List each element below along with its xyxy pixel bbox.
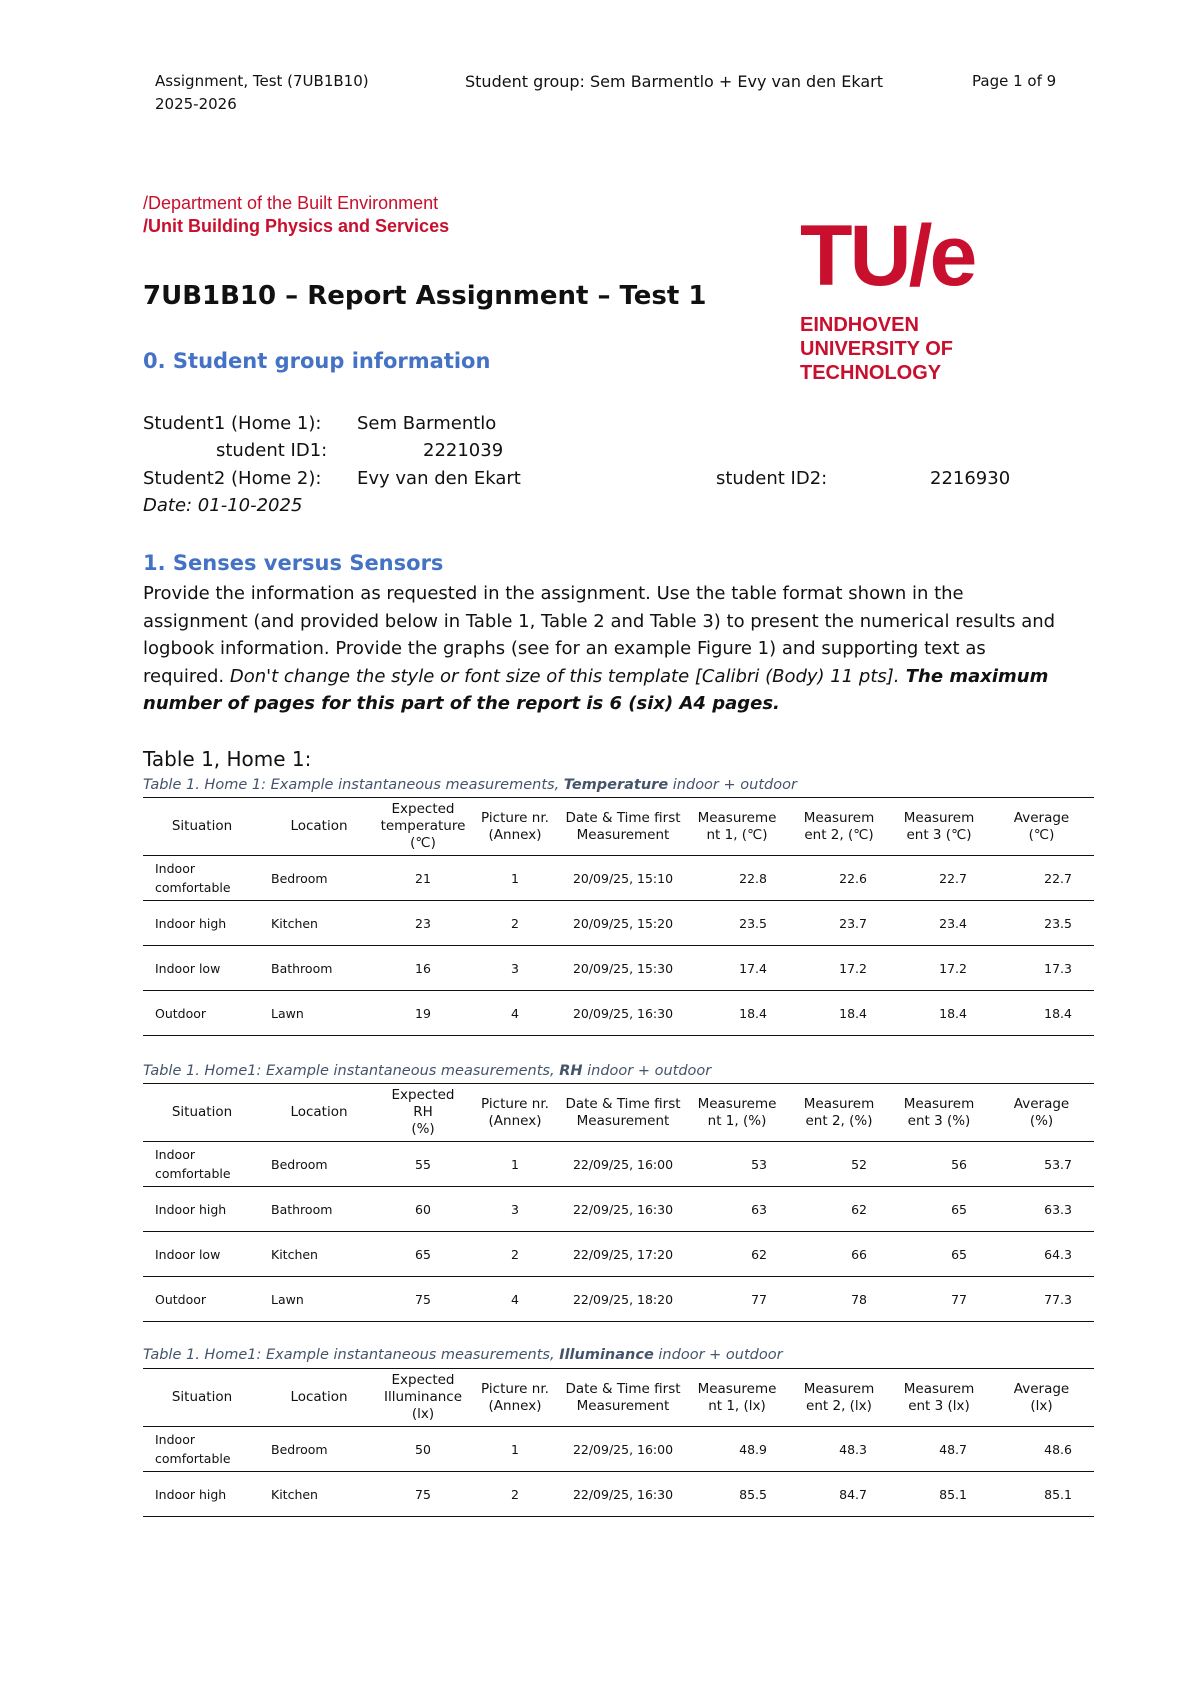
table-row [143,1427,1094,1472]
table-cell: 1 [469,856,561,901]
table-cell: 17.2 [789,946,889,991]
table-cell: 4 [469,991,561,1036]
table-cell: 22/09/25, 18:20 [561,1277,685,1322]
section1-heading: 1. Senses versus Sensors [143,551,444,575]
tue-logo-line3: TECHNOLOGY [800,362,942,384]
table-cell: 20/09/25, 16:30 [561,991,685,1036]
table-cell: 48.7 [889,1427,989,1472]
paragraph-bold: The maximum [899,665,1049,687]
student1-label: Student1 (Home 1): [143,413,322,434]
paragraph-line: assignment (and provided below in Table 1, Table 2 and Table 3) to present the numerical results and [143,610,1056,632]
caption-text: indoor + outdoor [582,1063,712,1079]
table-cell: Bedroom [261,1427,377,1472]
table-rh-caption [143,1063,711,1079]
table-row [143,1472,1094,1517]
student2-name: Evy van den Ekart [357,468,521,489]
table-cell: 65 [889,1232,989,1277]
table-cell: Indoor high [143,1187,261,1232]
column-header: Location [261,1084,377,1142]
table-cell: Bedroom [261,1142,377,1187]
table-row [143,856,1094,901]
caption-text: indoor + outdoor [653,1347,783,1363]
column-header: Measureme nt 1, (℃) [685,798,789,856]
table-row [143,1142,1094,1187]
table-cell: Indoor comfortable [143,856,261,901]
table-cell: 22.8 [685,856,789,901]
column-header: Expected RH (%) [377,1084,469,1142]
header-page-number: Page 1 of 9 [972,72,1057,90]
column-header: Situation [143,1084,261,1142]
caption-bold: Illuminance [559,1347,654,1363]
paragraph-line: Provide the information as requested in the assignment. Use the table format shown in the [143,583,964,604]
tue-logo-mark: TU/e [800,208,975,304]
table-rh [143,1083,1094,1322]
table-cell: 18.4 [889,991,989,1036]
column-header: Date & Time first Measurement [561,1084,685,1142]
caption-text: Table 1. Home1: Example instantaneous measurements, [143,1063,560,1079]
table-cell: 66 [789,1232,889,1277]
column-header: Measurem ent 2, (%) [789,1084,889,1142]
table-cell: Indoor high [143,901,261,946]
column-header: Measurem ent 3 (lx) [889,1369,989,1427]
column-header: Average (℃) [989,798,1094,856]
table-row [143,1277,1094,1322]
table-cell: 23.7 [789,901,889,946]
table-group-title: Table 1, Home 1: [143,747,312,771]
table-cell: 77 [889,1277,989,1322]
table-temperature [143,797,1094,1036]
table-cell: 48.9 [685,1427,789,1472]
table-cell: 22/09/25, 16:30 [561,1187,685,1232]
table-cell: 64.3 [989,1232,1094,1277]
column-header: Date & Time first Measurement [561,1369,685,1427]
table-cell: 22.7 [889,856,989,901]
table-cell: 18.4 [989,991,1094,1036]
table-cell: 18.4 [789,991,889,1036]
department-name: /Department of the Built Environment [143,193,439,213]
table-cell: 20/09/25, 15:10 [561,856,685,901]
table-cell: 4 [469,1277,561,1322]
table-cell: 63.3 [989,1187,1094,1232]
table-cell: Bedroom [261,856,377,901]
table-cell: Indoor high [143,1472,261,1517]
report-date: Date: 01-10-2025 [143,495,303,516]
table-cell: 50 [377,1427,469,1472]
table-cell: 63 [685,1187,789,1232]
table-illuminance-caption [143,1347,783,1363]
table-cell: 1 [469,1427,561,1472]
column-header: Location [261,798,377,856]
table-cell: 22/09/25, 16:00 [561,1427,685,1472]
table-cell: 22.7 [989,856,1094,901]
student-id1-value: 2221039 [423,440,504,461]
table-cell: Kitchen [261,1232,377,1277]
student2-label: Student2 (Home 2): [143,468,322,489]
table-cell: Bathroom [261,946,377,991]
table-cell: 18.4 [685,991,789,1036]
unit-name: /Unit Building Physics and Services [143,216,450,236]
column-header: Measurem ent 2, (lx) [789,1369,889,1427]
table-cell: 62 [685,1232,789,1277]
table-cell: 21 [377,856,469,901]
column-header: Location [261,1369,377,1427]
student-id2-label: student ID2: [716,468,828,489]
paragraph-line: logbook information. Provide the graphs (see for an example Figure 1) and supporting text as [143,638,986,659]
table-row [143,901,1094,946]
column-header: Average (%) [989,1084,1094,1142]
table-cell: Indoor comfortable [143,1142,261,1187]
table-cell: 2 [469,1232,561,1277]
table-cell: 55 [377,1142,469,1187]
table-cell: 48.3 [789,1427,889,1472]
table-cell: 85.1 [989,1472,1094,1517]
table-header-row [143,1084,1094,1142]
table-cell: Kitchen [261,901,377,946]
table-cell: 75 [377,1472,469,1517]
column-header: Measurem ent 2, (℃) [789,798,889,856]
table-cell: 62 [789,1187,889,1232]
column-header: Date & Time first Measurement [561,798,685,856]
table-cell: 23.5 [685,901,789,946]
table-cell: 20/09/25, 15:30 [561,946,685,991]
table-cell: 3 [469,946,561,991]
table-cell: 65 [889,1187,989,1232]
caption-bold: RH [559,1063,583,1079]
table-cell: Lawn [261,1277,377,1322]
tue-logo-line1: EINDHOVEN [800,314,919,336]
paragraph-italic: Don't change the style or font size of this template [Calibri (Body) 11 pts]. [229,665,900,687]
table-cell: 53.7 [989,1142,1094,1187]
paragraph-line: number of pages for this part of the report is 6 (six) A4 pages. [143,693,780,714]
column-header: Situation [143,1369,261,1427]
table-cell: 17.4 [685,946,789,991]
table-cell: 77.3 [989,1277,1094,1322]
table-cell: Lawn [261,991,377,1036]
column-header: Average (lx) [989,1369,1094,1427]
tue-logo [800,208,1030,385]
table-cell: 60 [377,1187,469,1232]
column-header: Picture nr. (Annex) [469,798,561,856]
student1-name: Sem Barmentlo [357,413,497,434]
tue-logo-line2: UNIVERSITY OF [800,338,953,360]
table-cell: 16 [377,946,469,991]
table-cell: 84.7 [789,1472,889,1517]
student-id2-value: 2216930 [930,468,1011,489]
column-header: Expected Illuminance (lx) [377,1369,469,1427]
table-cell: Indoor comfortable [143,1427,261,1472]
table-cell: Outdoor [143,991,261,1036]
table-cell: Outdoor [143,1277,261,1322]
table-cell: 56 [889,1142,989,1187]
table-row [143,946,1094,991]
table-cell: 2 [469,901,561,946]
table-cell: 85.5 [685,1472,789,1517]
table-cell: Indoor low [143,1232,261,1277]
paragraph-line [143,663,1093,691]
table-cell: Bathroom [261,1187,377,1232]
table-cell: 19 [377,991,469,1036]
caption-bold: Temperature [563,777,669,793]
table-cell: 17.3 [989,946,1094,991]
table-cell: 22.6 [789,856,889,901]
table-cell: 20/09/25, 15:20 [561,901,685,946]
page-title: 7UB1B10 – Report Assignment – Test 1 [143,281,707,311]
header-course: Assignment, Test (7UB1B10) [155,72,369,90]
table-row [143,991,1094,1036]
column-header: Picture nr. (Annex) [469,1084,561,1142]
table-cell: 52 [789,1142,889,1187]
table-cell: 22/09/25, 16:30 [561,1472,685,1517]
table-cell: 23.5 [989,901,1094,946]
table-cell: 85.1 [889,1472,989,1517]
caption-text: indoor + outdoor [668,777,797,793]
table-cell: 78 [789,1277,889,1322]
table-cell: Kitchen [261,1472,377,1517]
student-id1-label: student ID1: [216,440,328,461]
table-illuminance [143,1368,1094,1517]
table-cell: 3 [469,1187,561,1232]
section1-paragraph [143,580,1093,718]
column-header: Measureme nt 1, (%) [685,1084,789,1142]
header-student-group: Student group: Sem Barmentlo + Evy van den Ekart [465,72,884,91]
column-header: Expected temperature (℃) [377,798,469,856]
table-cell: 22/09/25, 16:00 [561,1142,685,1187]
table-cell: 23 [377,901,469,946]
column-header: Situation [143,798,261,856]
table-cell: 22/09/25, 17:20 [561,1232,685,1277]
table-cell: 1 [469,1142,561,1187]
table-cell: 48.6 [989,1427,1094,1472]
column-header: Measurem ent 3 (℃) [889,798,989,856]
table-row [143,1232,1094,1277]
table-cell: 53 [685,1142,789,1187]
table-cell: Indoor low [143,946,261,991]
table-temperature-caption [143,777,797,793]
table-cell: 77 [685,1277,789,1322]
section0-heading: 0. Student group information [143,349,491,373]
table-cell: 23.4 [889,901,989,946]
table-cell: 17.2 [889,946,989,991]
caption-text: Table 1. Home 1: Example instantaneous measurements, [143,777,564,793]
table-row [143,1187,1094,1232]
table-cell: 75 [377,1277,469,1322]
caption-text: Table 1. Home1: Example instantaneous measurements, [143,1347,560,1363]
paragraph-text: required. [143,665,230,687]
table-cell: 2 [469,1472,561,1517]
header-year: 2025-2026 [155,95,237,113]
table-cell: 65 [377,1232,469,1277]
table-header-row [143,798,1094,856]
table-header-row [143,1369,1094,1427]
column-header: Picture nr. (Annex) [469,1369,561,1427]
column-header: Measureme nt 1, (lx) [685,1369,789,1427]
column-header: Measurem ent 3 (%) [889,1084,989,1142]
